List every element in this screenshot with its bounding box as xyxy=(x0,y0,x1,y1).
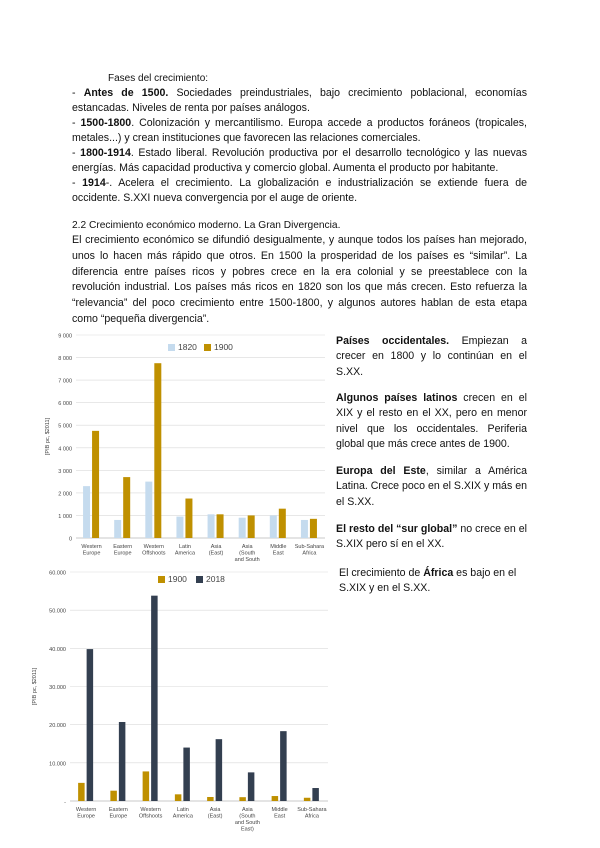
side-note xyxy=(339,566,530,597)
legend-label: 1900 xyxy=(168,574,187,584)
bar-1900-1 xyxy=(123,477,130,538)
y-tick-label: 50.000 xyxy=(49,608,66,615)
intro-paragraph: El crecimiento económico se difundió desigualmente, y aunque todos los países han mejorado, unos lo hacen más rápido que otros. En 1500 la prosperidad de los países es “similar”. La diferencia entre países ricos y pobres crece en la era colonial y se preestablece con la revolución industrial. Los países más ricos en 1820 son los que más crecen. Esto refuerza la “relevancia” del poco crecimiento entre 1500-1800, y algunos autores hablan de esta etapa como “pequeña divergencia”. xyxy=(72,234,527,325)
side-note-text: no crece en el S.XIX pero sí en el XX. xyxy=(336,523,527,551)
x-category-label xyxy=(270,544,286,557)
bar-2018-7 xyxy=(312,788,319,801)
x-category-label xyxy=(173,807,194,820)
x-category-label xyxy=(272,807,288,820)
y-tick-label: 60.000 xyxy=(49,570,66,577)
y-tick-label: 4 000 xyxy=(58,446,72,453)
phase-text: . Colonización y mercantilismo. Europa accede a productos foráneos (tropicales, metales...) y crean instituciones que favorecen las relaciones comerciales. xyxy=(72,117,527,144)
x-category-label-line: (East) xyxy=(208,550,224,557)
bar-2018-3 xyxy=(183,748,190,801)
legend-label: 2018 xyxy=(206,574,225,584)
y-tick-label: 2 000 xyxy=(58,491,72,498)
x-category-label-line: (South xyxy=(239,813,256,820)
phase-label: 1914 xyxy=(82,177,106,189)
bar-1900-1 xyxy=(110,791,117,801)
side-note xyxy=(336,464,527,510)
x-category-label xyxy=(235,807,260,833)
bar-1900-0 xyxy=(78,783,85,801)
side-note-bold: Europa del Este xyxy=(336,465,426,477)
x-category-label-line: and South xyxy=(234,820,260,826)
legend-swatch-1900 xyxy=(204,344,211,351)
bar-1900-3 xyxy=(175,794,182,801)
x-category-label-line: Asia xyxy=(210,544,222,550)
bar-1820-7 xyxy=(301,520,308,538)
bar-1820-5 xyxy=(239,518,246,538)
y-tick-label: 9 000 xyxy=(58,333,72,340)
x-category-label-line: East xyxy=(274,813,286,820)
x-category-label xyxy=(175,544,196,557)
side-note-text: es bajo en el S.XIX y en el S.XX. xyxy=(339,567,517,595)
legend-swatch-2018 xyxy=(196,576,203,583)
x-category-label-line: America xyxy=(172,813,193,820)
bar-1900-6 xyxy=(279,509,286,538)
bar-1900-2 xyxy=(143,771,150,801)
x-category-label-line: (East) xyxy=(207,813,223,820)
x-category-label-line: Europe xyxy=(113,550,132,557)
side-note-text: , similar a América Latina. Crece poco en el S.XIX y más en el S.XX. xyxy=(336,465,527,508)
phase-item: - 1914-. Acelera el crecimiento. La globalización e industrialización se extiende fuera de occidente. S.XXI nueva convergencia por el auge de oriente. xyxy=(72,177,527,204)
bar-1900-6 xyxy=(272,796,279,801)
side-note xyxy=(336,391,527,453)
y-tick-label: 5 000 xyxy=(58,423,72,430)
x-category-label-line: Africa xyxy=(302,550,317,557)
x-category-label-line: and South xyxy=(234,557,260,563)
bar-1820-4 xyxy=(208,514,215,538)
chart-1900-2018 xyxy=(30,565,330,835)
y-tick-label: 6 000 xyxy=(58,401,72,408)
phase-item: - Antes de 1500. Sociedades preindustriales, bajo crecimiento poblacional, economías estancadas. Niveles de renta por países análogos. xyxy=(72,87,527,114)
bar-1900-3 xyxy=(185,499,192,538)
side-note-prefix: El crecimiento de xyxy=(339,567,424,579)
y-tick-label: - xyxy=(64,799,66,806)
x-category-label xyxy=(81,544,101,557)
y-tick-label: 0 xyxy=(68,536,72,543)
x-category-label-line: Western xyxy=(140,807,161,813)
x-category-label-line: Middle xyxy=(271,807,288,813)
legend-swatch-1820 xyxy=(168,344,175,351)
bar-1900-7 xyxy=(304,798,311,801)
bar-1820-1 xyxy=(114,520,121,538)
x-category-label-line: Offshoots xyxy=(142,550,166,557)
x-category-label-line: Africa xyxy=(304,813,319,820)
bar-2018-5 xyxy=(248,772,255,801)
x-category-label xyxy=(109,807,128,820)
x-category-label-line: Sub-Sahara xyxy=(294,544,325,550)
phase-text: . Estado liberal. Revolución productiva por el desarrollo tecnológico y las nuevas energías. Más capacidad productiva y comercio global. Aumenta el producto por habitante. xyxy=(72,147,527,174)
bar-1820-3 xyxy=(176,517,183,538)
side-note xyxy=(336,334,527,380)
x-category-label-line: Asia xyxy=(242,807,253,813)
x-category-label-line: East xyxy=(272,550,284,557)
x-category-label-line: Europe xyxy=(82,550,101,557)
y-tick-label: 20.000 xyxy=(49,723,66,730)
x-category-label-line: Middle xyxy=(270,544,287,550)
x-category-label-line: Offshoots xyxy=(138,813,163,820)
bar-1900-5 xyxy=(239,797,246,801)
x-category-label xyxy=(295,544,325,557)
bar-2018-6 xyxy=(280,731,287,801)
y-axis-label: [PIB pc, $2011] xyxy=(32,667,38,706)
x-category-label-line: Western xyxy=(143,544,165,550)
phase-label: 1500-1800 xyxy=(80,117,132,129)
x-category-label xyxy=(297,807,327,820)
x-category-label-line: America xyxy=(174,550,196,557)
bar-1900-7 xyxy=(310,519,317,538)
legend-swatch-1900 xyxy=(158,576,165,583)
bar-1820-2 xyxy=(145,482,152,538)
bar-1900-4 xyxy=(207,797,214,801)
x-category-label-line: East) xyxy=(240,826,254,833)
bar-2018-1 xyxy=(119,722,126,801)
side-note-bold: África xyxy=(423,567,454,579)
phase-item: - 1800-1914. Estado liberal. Revolución productiva por el desarrollo tecnológico y las nuevas energías. Más capacidad productiva y comercio global. Aumenta el producto por habitante. xyxy=(72,147,527,174)
y-tick-label: 8 000 xyxy=(58,356,72,363)
phase-text: -. Acelera el crecimiento. La globalización e industrialización se extiende fuera de occidente. S.XXI nueva convergencia por el auge de oriente. xyxy=(72,177,527,204)
phase-text: Sociedades preindustriales, bajo crecimiento poblacional, economías estancadas. Niveles de renta por países análogos. xyxy=(72,87,527,114)
phases-heading: Fases del crecimiento: xyxy=(108,73,209,84)
bar-1900-4 xyxy=(217,514,224,538)
x-category-label xyxy=(142,544,166,557)
side-note-text: crecen en el XIX y el resto en el XX, pero en menor nivel que los occidentales. Periferia global que más crece antes de 1900. xyxy=(336,392,527,451)
phase-label: Antes de 1500. xyxy=(83,87,169,99)
y-tick-label: 3 000 xyxy=(58,468,72,475)
x-category-label-line: Western xyxy=(81,544,102,550)
side-note xyxy=(336,522,527,553)
x-category-label-line: Eastern xyxy=(113,544,133,550)
bar-1900-0 xyxy=(92,431,99,538)
x-category-label-line: (South xyxy=(239,550,256,557)
x-category-label-line: Latin xyxy=(176,807,189,813)
y-tick-label: 1 000 xyxy=(58,513,72,520)
x-category-label xyxy=(208,807,223,820)
x-category-label-line: Asia xyxy=(209,807,221,813)
y-axis-label: [PIB pc, $2011] xyxy=(45,417,51,456)
y-tick-label: 7 000 xyxy=(58,378,72,385)
side-note-bold: El resto del “sur global” xyxy=(336,523,458,535)
y-tick-label: 10.000 xyxy=(49,761,66,768)
bar-2018-2 xyxy=(151,596,158,801)
bar-1900-5 xyxy=(248,515,255,538)
x-category-label-line: Europe xyxy=(109,813,128,820)
chart-1820-1900 xyxy=(40,330,330,564)
legend-label: 1900 xyxy=(214,342,233,352)
y-tick-label: 30.000 xyxy=(49,685,66,691)
side-note-bold: Países occidentales. xyxy=(336,335,450,347)
phase-item: - 1500-1800. Colonización y mercantilismo. Europa accede a productos foráneos (tropicales, metales...) y crean instituciones que favorecen las relaciones comerciales. xyxy=(72,117,527,144)
x-category-label xyxy=(235,544,260,563)
x-category-label-line: Europe xyxy=(77,813,95,820)
phase-label: 1800-1914 xyxy=(80,147,131,159)
x-category-label xyxy=(209,544,224,557)
x-category-label-line: Western xyxy=(75,807,97,813)
x-category-label xyxy=(113,544,132,557)
x-category-label xyxy=(76,807,96,820)
side-note-text: Empiezan a crecer en 1800 y lo continúan en el S.XX. xyxy=(336,335,527,378)
side-note-bold: Algunos países latinos xyxy=(336,392,458,404)
x-category-label xyxy=(139,807,163,820)
section-title: 2.2 Crecimiento económico moderno. La Gran Divergencia. xyxy=(72,220,341,231)
y-tick-label: 40.000 xyxy=(49,646,66,653)
x-category-label-line: Sub-Sahara xyxy=(297,807,327,813)
bar-2018-4 xyxy=(216,739,223,801)
legend-label: 1820 xyxy=(178,342,197,352)
bar-1900-2 xyxy=(154,363,161,538)
bar-2018-0 xyxy=(87,649,94,801)
bar-1820-0 xyxy=(83,486,90,538)
x-category-label-line: Latin xyxy=(178,544,191,550)
bar-1820-6 xyxy=(270,515,277,538)
x-category-label-line: Eastern xyxy=(108,807,128,813)
x-category-label-line: Asia xyxy=(241,544,253,550)
